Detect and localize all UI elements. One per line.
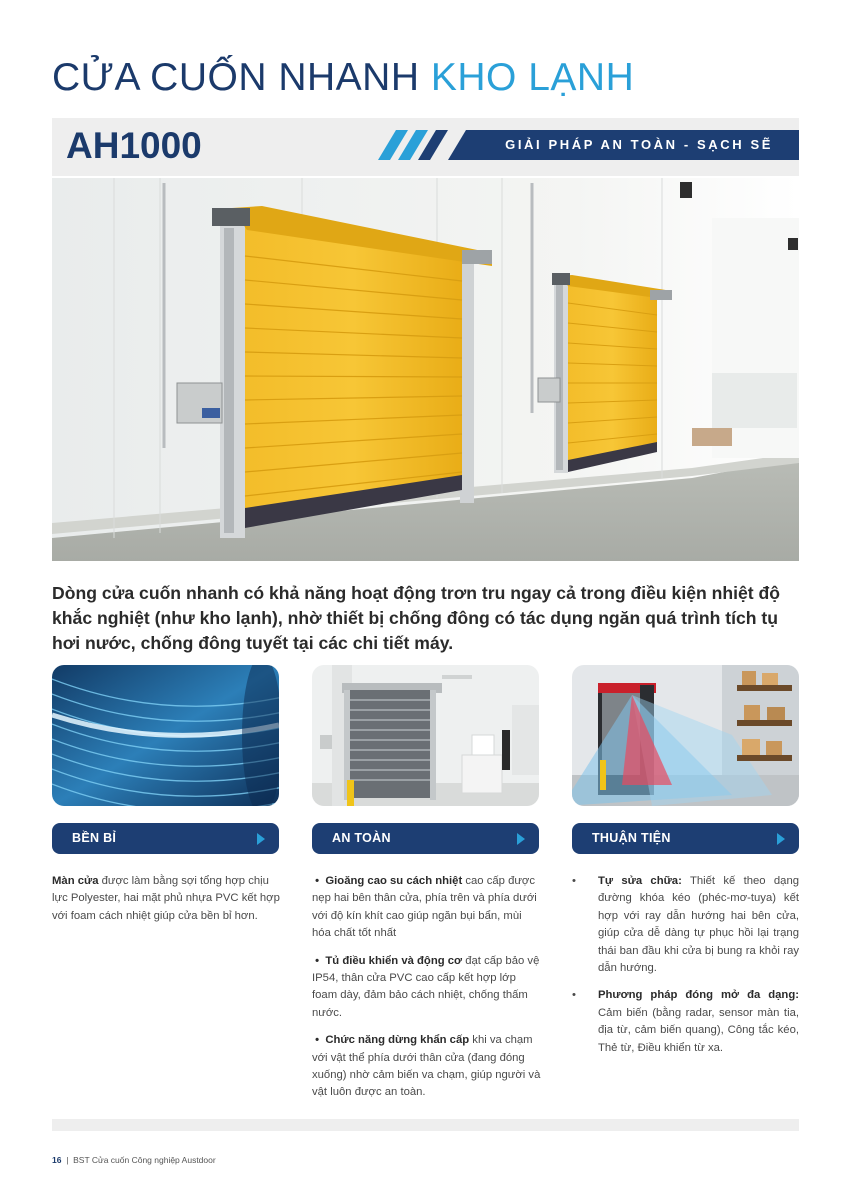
safety-item-bold: Gioăng cao su cách nhiệt: [325, 875, 463, 887]
convenience-item-bold: Tự sửa chữa:: [598, 875, 682, 887]
footer-divider: [52, 1119, 799, 1131]
hero-image: [52, 178, 799, 561]
tagline-banner: [448, 130, 799, 160]
convenience-item-text: Cảm biến (bằng radar, sensor màn tia, địa từ, cảm biến quang), Công tắc kéo, Thẻ từ, Điều khiển từ xa.: [598, 1006, 799, 1054]
pvc-curtain-image: [52, 665, 279, 806]
convenience-description: [572, 873, 799, 1067]
title-main: CỬA CUỐN NHANH: [52, 56, 420, 99]
convenience-item-bold: Phương pháp đóng mở đa dạng:: [598, 989, 799, 1002]
safety-item-text: đạt cấp bảo vệ IP54, thân cửa PVC cao cấp kết hợp lớp foam dày, đảm bảo cách nhiệt, chống thấm nước.: [312, 954, 540, 1019]
safety-item-bold: Chức năng dừng khẩn cấp: [325, 1034, 470, 1047]
feature-label-durable: BỀN BỈ: [72, 831, 117, 845]
triangle-arrow-icon: [257, 833, 265, 845]
convenience-item: • Phương pháp đóng mở đa dạng: Cảm biến (bằng radar, sensor màn tia, địa từ, cảm biến quang), Công tắc kéo, Thẻ từ, Điều khiển từ xa.: [572, 989, 799, 1054]
feature-header-safety[interactable]: [312, 823, 539, 854]
durable-text: được làm bằng sợi tổng hợp chịu lực Polyester, hai mặt phủ nhựa PVC kết hợp với foam cách nhiệt giúp cửa bền bỉ hơn.: [52, 875, 280, 922]
durable-bold: Màn cửa: [52, 875, 99, 887]
page-number: 16: [52, 1155, 62, 1165]
safety-item-text: khi va chạm với vật thể phía dưới thân cửa (đang đóng xuống) nhờ cảm biến va chạm, giúp người và vật luôn được an toàn.: [312, 1034, 541, 1099]
convenience-item: • Tự sửa chữa: Thiết kế theo dạng đường khóa kéo (phéc-mơ-tuya) kết hợp với ray dẫn hướng hai bên cửa, giúp cửa dễ dàng tự phục hồi lại trạng thái ban đầu khi cửa bị bung ra khỏi ray dẫn hướng.: [572, 875, 800, 975]
safety-item-bold: Tủ điều khiển và động cơ: [325, 954, 463, 967]
safety-description: [312, 873, 542, 1112]
feature-label-convenience: THUẬN TIỆN: [592, 831, 671, 845]
safety-item: • Chức năng dừng khẩn cấp khi va chạm với vật thể phía dưới thân cửa (đang đóng xuống) nhờ cảm biến va chạm, giúp người và vật luôn được an toàn.: [312, 1034, 541, 1099]
durable-description: [52, 873, 280, 935]
safety-item: • Tủ điều khiển và động cơ đạt cấp bảo vệ IP54, thân cửa PVC cao cấp kết hợp lớp foam dày, đảm bảo cách nhiệt, chống thấm nước.: [312, 954, 540, 1019]
title-highlight: KHO LẠNH: [430, 56, 635, 99]
feature-label-safety: AN TOÀN: [332, 831, 391, 845]
spiral-door-image: [312, 665, 539, 806]
decorative-stripes-icon: [378, 130, 458, 160]
page-footer: 16 | BST Cửa cuốn Công nghiệp Austdoor: [52, 1155, 216, 1165]
triangle-arrow-icon: [517, 833, 525, 845]
feature-header-convenience[interactable]: [572, 823, 799, 854]
safety-item: • Gioăng cao su cách nhiệt cao cấp được nẹp hai bên thân cửa, phía trên và phía dưới với độ kín khít cao giúp ngăn bụi bẩn, mùi hóa chất tốt nhất: [312, 875, 537, 940]
model-name: AH1000: [66, 125, 202, 166]
intro-paragraph: Dòng cửa cuốn nhanh có khả năng hoạt động trơn tru ngay cả trong điều kiện nhiệt độ khắc nghiệt (như kho lạnh), nhờ thiết bị chống đông có tác dụng ngăn quá trình tích tụ hơi nước, chống đông tuyết tại các chi tiết máy.: [52, 583, 781, 653]
footer-text: BST Cửa cuốn Công nghiệp Austdoor: [73, 1155, 216, 1165]
sensor-radar-image: [572, 665, 799, 806]
triangle-arrow-icon: [777, 833, 785, 845]
feature-header-durable[interactable]: [52, 823, 279, 854]
convenience-item-text: Thiết kế theo dạng đường khóa kéo (phéc-mơ-tuya) kết hợp với ray dẫn hướng hai bên cửa, giúp cửa dễ dàng tự phục hồi lại trạng thái ban đầu khi cửa bị bung ra khỏi ray dẫn hướng.: [598, 875, 800, 975]
safety-item-text: cao cấp được nẹp hai bên thân cửa, phía trên và phía dưới với độ kín khít cao giúp ngăn bụi bẩn, mùi hóa chất tốt nhất: [312, 875, 537, 940]
page-title: [52, 58, 634, 97]
tagline: GIẢI PHÁP AN TOÀN - SẠCH SẼ: [505, 137, 773, 152]
